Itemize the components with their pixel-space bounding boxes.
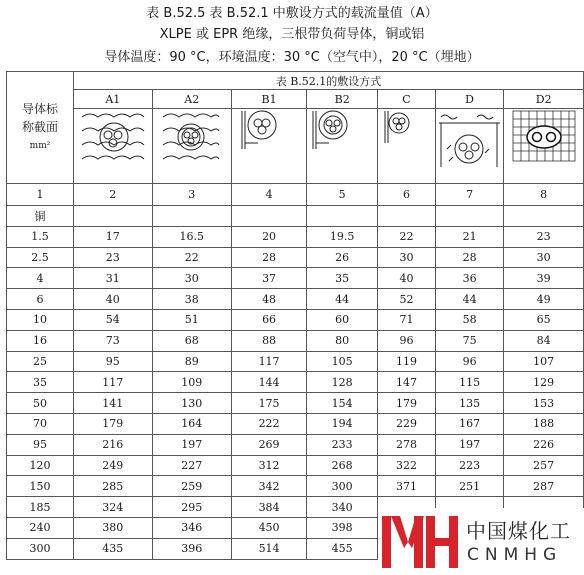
table-row (7, 413, 584, 434)
column-number: 2 (74, 184, 153, 206)
table-row (7, 455, 584, 476)
ampacity-cell: 154 (307, 393, 378, 414)
table-row (7, 330, 584, 351)
ampacity-cell: 21 (435, 226, 504, 247)
ampacity-cell: 384 (231, 497, 306, 518)
conductor-size-cell: 4 (7, 268, 74, 289)
conductor-size-cell: 10 (7, 309, 74, 330)
ampacity-cell: 226 (504, 434, 584, 455)
ampacity-cell: 75 (435, 330, 504, 351)
ampacity-cell: 164 (152, 413, 231, 434)
ampacity-cell: 249 (74, 455, 153, 476)
conductor-size-cell: 25 (7, 351, 74, 372)
table-row (7, 268, 584, 289)
ampacity-cell: 44 (307, 289, 378, 310)
ampacity-cell: 268 (307, 455, 378, 476)
ampacity-table (6, 71, 584, 560)
ampacity-cell: 295 (152, 497, 231, 518)
ampacity-cell: 269 (231, 434, 306, 455)
ampacity-cell: 175 (231, 393, 306, 414)
ampacity-cell: 322 (378, 455, 436, 476)
conductor-size-cell: 35 (7, 372, 74, 393)
wall-clipped-cable-icon (378, 109, 436, 184)
ampacity-cell: 16.5 (152, 226, 231, 247)
ampacity-cell: 105 (307, 351, 378, 372)
material-label: 铜 (7, 206, 74, 227)
ampacity-cell: 287 (504, 476, 584, 497)
conductor-size-cell: 300 (7, 538, 74, 559)
column-number: 1 (7, 184, 74, 206)
ampacity-cell: 346 (152, 517, 231, 538)
ampacity-cell: 129 (504, 372, 584, 393)
column-number: 3 (152, 184, 231, 206)
ampacity-cell: 285 (74, 476, 153, 497)
ampacity-cell: 31 (74, 268, 153, 289)
ampacity-cell: 300 (307, 476, 378, 497)
ampacity-cell: 89 (152, 351, 231, 372)
method-code: B2 (307, 90, 378, 109)
ampacity-cell: 22 (378, 226, 436, 247)
ampacity-cell: 30 (378, 247, 436, 268)
ampacity-cell: 58 (435, 309, 504, 330)
ampacity-cell: 227 (152, 455, 231, 476)
ampacity-cell: 233 (307, 434, 378, 455)
method-code: A2 (152, 90, 231, 109)
ampacity-cell: 342 (231, 476, 306, 497)
column-number: 4 (231, 184, 306, 206)
ampacity-cell: 153 (504, 393, 584, 414)
buried-direct-cable-icon (504, 109, 584, 184)
ampacity-cell: 84 (504, 330, 584, 351)
column-number: 6 (378, 184, 436, 206)
ampacity-cell: 66 (231, 309, 306, 330)
method-code: D (435, 90, 504, 109)
ampacity-cell: 30 (504, 247, 584, 268)
ampacity-cell: 54 (74, 309, 153, 330)
conductor-size-cell: 185 (7, 497, 74, 518)
ampacity-cell: 398 (307, 517, 378, 538)
ampacity-cell: 71 (378, 309, 436, 330)
ampacity-cell: 115 (435, 372, 504, 393)
table-subtitle-temperature: 导体温度：90 °C，环境温度：30 °C（空气中），20 °C（埋地） (104, 50, 480, 65)
ampacity-cell: 96 (378, 330, 436, 351)
ampacity-cell: 68 (152, 330, 231, 351)
conductor-size-cell: 150 (7, 476, 74, 497)
ampacity-cell: 194 (307, 413, 378, 434)
table-row (7, 434, 584, 455)
ampacity-cell: 257 (504, 455, 584, 476)
ampacity-cell: 223 (435, 455, 504, 476)
conductor-size-cell: 240 (7, 517, 74, 538)
installation-method-group-header: 表 B.52.1的敷设方式 (74, 72, 584, 90)
ampacity-cell: 514 (231, 538, 306, 559)
ampacity-cell: 119 (378, 351, 436, 372)
ampacity-cell: 147 (378, 372, 436, 393)
ampacity-cell: 167 (435, 413, 504, 434)
ampacity-cell: 39 (504, 268, 584, 289)
conductor-size-cell: 70 (7, 413, 74, 434)
ampacity-cell: 128 (307, 372, 378, 393)
ampacity-cell: 188 (504, 413, 584, 434)
method-code: C (378, 90, 436, 109)
table-title: 表 B.52.5 表 B.52.1 中敷设方式的载流量值（A） (146, 6, 438, 21)
ampacity-cell: 22 (152, 247, 231, 268)
conductor-size-cell: 2.5 (7, 247, 74, 268)
table-row (7, 393, 584, 414)
conductor-size-cell: 16 (7, 330, 74, 351)
ampacity-cell: 65 (504, 309, 584, 330)
ampacity-cell: 36 (435, 268, 504, 289)
conductor-size-cell: 95 (7, 434, 74, 455)
conductor-size-header: 导体标称截面 mm² (7, 72, 74, 184)
ampacity-cell: 30 (152, 268, 231, 289)
ampacity-cell: 96 (435, 351, 504, 372)
method-code: B1 (231, 90, 306, 109)
cnmhg-logo-icon (380, 512, 460, 572)
method-code: D2 (504, 90, 584, 109)
ampacity-cell: 60 (307, 309, 378, 330)
method-code: A1 (74, 90, 153, 109)
watermark-en-text: CNMHG (467, 545, 563, 565)
table-row (7, 247, 584, 268)
column-number: 8 (504, 184, 584, 206)
ampacity-cell: 197 (152, 434, 231, 455)
ampacity-cell: 88 (231, 330, 306, 351)
conductor-size-cell: 120 (7, 455, 74, 476)
buried-duct-icon (435, 109, 504, 184)
ampacity-cell: 44 (435, 289, 504, 310)
table-row (7, 289, 584, 310)
ampacity-cell: 109 (152, 372, 231, 393)
ampacity-cell: 144 (231, 372, 306, 393)
ampacity-cell: 130 (152, 393, 231, 414)
ampacity-cell: 48 (231, 289, 306, 310)
conductor-size-cell: 6 (7, 289, 74, 310)
ampacity-cell: 380 (74, 517, 153, 538)
ampacity-cell: 80 (307, 330, 378, 351)
ampacity-cell: 23 (504, 226, 584, 247)
ampacity-cell: 23 (74, 247, 153, 268)
column-number: 5 (307, 184, 378, 206)
ampacity-cell: 40 (74, 289, 153, 310)
ampacity-cell: 117 (231, 351, 306, 372)
watermark-cn-text: 中国煤化工 (466, 519, 571, 543)
ampacity-cell: 141 (74, 393, 153, 414)
wall-conduit-icon (231, 109, 306, 184)
ampacity-cell: 324 (74, 497, 153, 518)
ampacity-cell: 95 (74, 351, 153, 372)
ampacity-cell: 52 (378, 289, 436, 310)
ampacity-cell: 73 (74, 330, 153, 351)
ampacity-cell: 135 (435, 393, 504, 414)
ampacity-cell: 51 (152, 309, 231, 330)
conductor-size-cell: 50 (7, 393, 74, 414)
ampacity-cell: 216 (74, 434, 153, 455)
ampacity-cell: 20 (231, 226, 306, 247)
ampacity-cell: 40 (378, 268, 436, 289)
insulated-wall-conduit-icon (74, 109, 153, 184)
ampacity-cell: 49 (504, 289, 584, 310)
column-number: 7 (435, 184, 504, 206)
ampacity-cell: 19.5 (307, 226, 378, 247)
insulated-wall-multicore-icon (152, 109, 231, 184)
table-row (7, 226, 584, 247)
table-row (7, 351, 584, 372)
ampacity-cell: 259 (152, 476, 231, 497)
ampacity-cell: 371 (378, 476, 436, 497)
table-row (7, 476, 584, 497)
ampacity-cell: 197 (435, 434, 504, 455)
ampacity-cell: 117 (74, 372, 153, 393)
ampacity-cell: 179 (378, 393, 436, 414)
table-subtitle-insulation: XLPE 或 EPR 绝缘，三根带负荷导体，铜或铝 (159, 27, 425, 42)
ampacity-cell: 278 (378, 434, 436, 455)
ampacity-cell: 340 (307, 497, 378, 518)
ampacity-cell: 26 (307, 247, 378, 268)
ampacity-cell: 17 (74, 226, 153, 247)
ampacity-cell: 107 (504, 351, 584, 372)
ampacity-cell: 222 (231, 413, 306, 434)
ampacity-cell: 38 (152, 289, 231, 310)
ampacity-cell: 455 (307, 538, 378, 559)
ampacity-cell: 35 (307, 268, 378, 289)
ampacity-cell: 37 (231, 268, 306, 289)
ampacity-cell: 179 (74, 413, 153, 434)
ampacity-cell: 312 (231, 455, 306, 476)
wall-multicore-conduit-icon (307, 109, 378, 184)
watermark (378, 508, 584, 575)
table-row (7, 372, 584, 393)
ampacity-cell: 450 (231, 517, 306, 538)
table-row (7, 309, 584, 330)
ampacity-cell: 28 (435, 247, 504, 268)
ampacity-cell: 435 (74, 538, 153, 559)
ampacity-cell: 28 (231, 247, 306, 268)
ampacity-cell: 396 (152, 538, 231, 559)
conductor-size-cell: 1.5 (7, 226, 74, 247)
ampacity-cell: 251 (435, 476, 504, 497)
ampacity-cell: 229 (378, 413, 436, 434)
